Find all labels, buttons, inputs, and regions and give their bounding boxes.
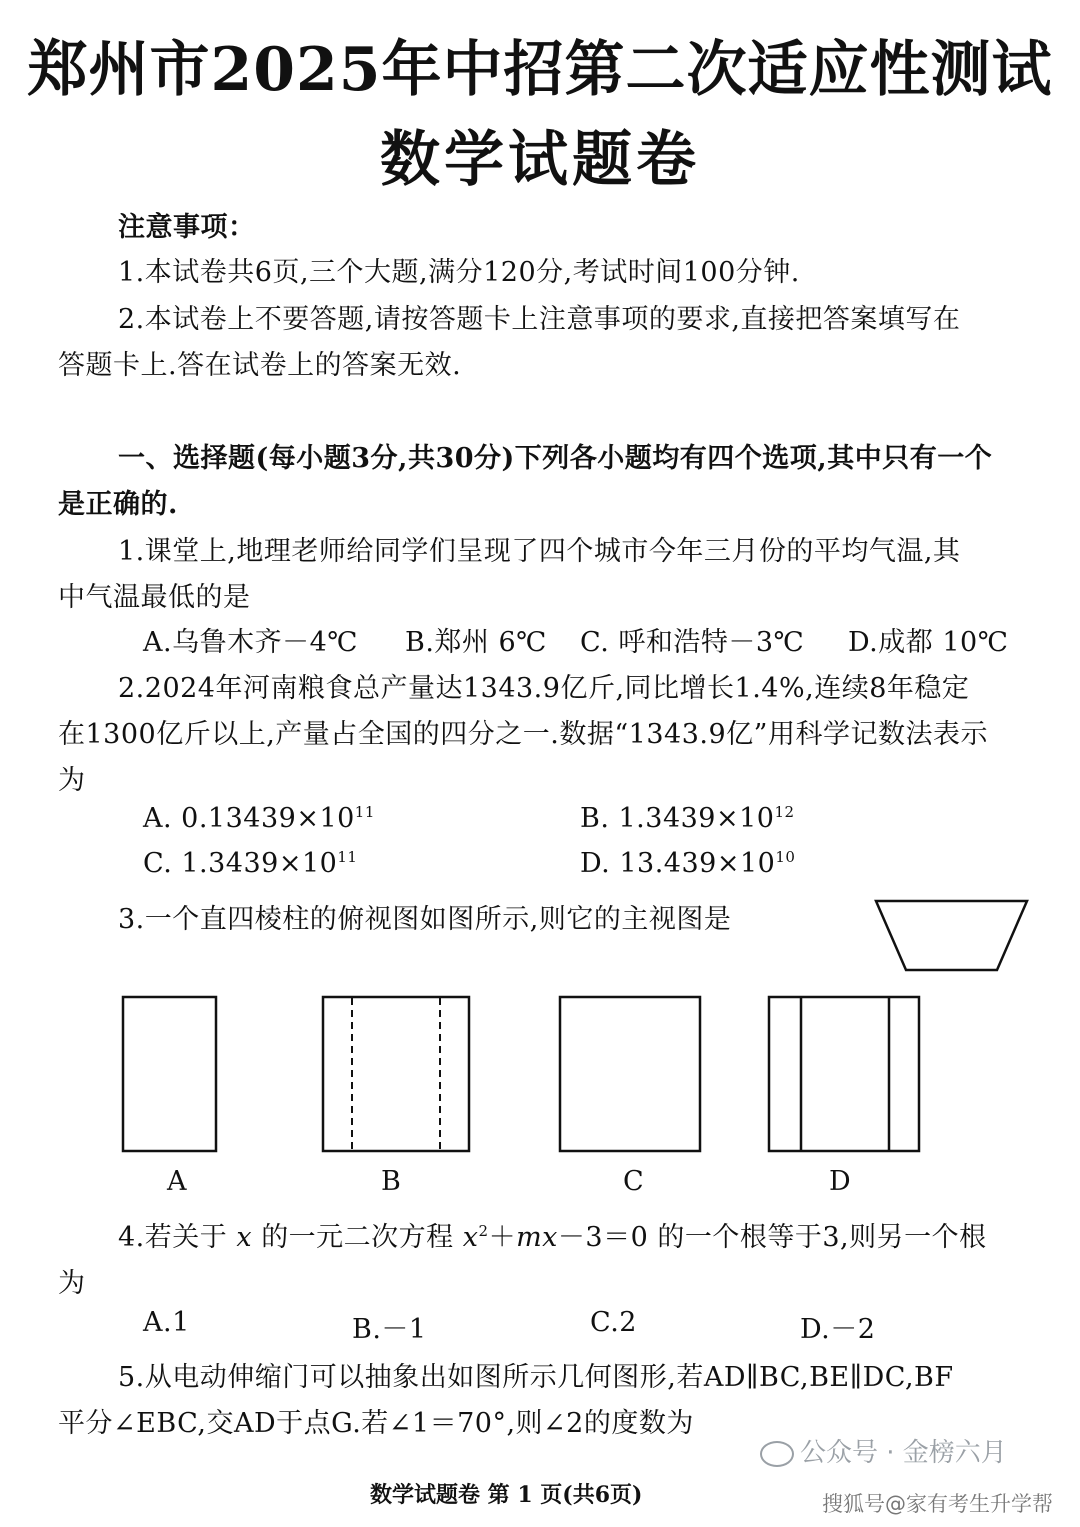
q1-stem-line2: 中气温最低的是 <box>58 582 251 613</box>
exam-subtitle: 数学试题卷 <box>380 125 700 195</box>
q4-option-d: D.－2 <box>800 1314 876 1345</box>
q3-option-b-figure <box>318 992 474 1156</box>
q3-label-d: D <box>829 1166 851 1197</box>
q4-option-a: A.1 <box>143 1307 190 1338</box>
wechat-icon <box>760 1441 794 1467</box>
q3-top-view-figure <box>870 895 1035 977</box>
q3-label-c: C <box>623 1166 644 1197</box>
q1-option-b: B.郑州 6℃ <box>405 627 547 658</box>
q3-option-a-figure <box>118 992 222 1156</box>
section1-heading-line1: 一、选择题(每小题3分,共30分)下列各小题均有四个选项,其中只有一个 <box>118 443 993 474</box>
q2-stem-line2: 在1300亿斤以上,产量占全国的四分之一.数据“1343.9亿”用科学记数法表示 <box>58 719 988 750</box>
q2-option-d: D. $13.439\times 10^{10}$ <box>580 848 796 879</box>
q5-stem-line1: 5.从电动伸缩门可以抽象出如图所示几何图形,若AD∥BC,BE∥DC,BF <box>118 1362 954 1393</box>
q4-stem-line2: 为 <box>58 1268 86 1299</box>
q2-option-a: A. $0.13439\times 10^{11}$ <box>143 803 375 834</box>
q1-option-c: C. 呼和浩特－3℃ <box>580 627 805 658</box>
notice-item-1: 1.本试卷共6页,三个大题,满分120分,考试时间100分钟. <box>118 257 800 288</box>
q3-label-a: A <box>167 1166 187 1197</box>
section1-heading-line2: 是正确的. <box>58 489 178 520</box>
notice-heading: 注意事项： <box>118 212 256 243</box>
q4-option-c: C.2 <box>590 1307 637 1338</box>
q2-stem-line3: 为 <box>58 765 86 796</box>
q3-option-d-figure <box>764 992 924 1156</box>
wechat-watermark: 公众号 · 金榜六月 <box>760 1432 1007 1469</box>
q1-option-d: D.成都 10℃ <box>848 627 1009 658</box>
q3-option-c-figure <box>555 992 705 1156</box>
q1-option-a: A.乌鲁木齐－4℃ <box>143 627 358 658</box>
page-footer: 数学试题卷 第 1 页(共6页) <box>370 1482 643 1508</box>
q1-stem-line1: 1.课堂上,地理老师给同学们呈现了四个城市今年三月份的平均气温,其 <box>118 536 961 567</box>
q3-stem: 3.一个直四棱柱的俯视图如图所示,则它的主视图是 <box>118 904 732 935</box>
q4-stem-line1: 4.若关于 x 的一元二次方程 $x^2+mx-3=0$ 的一个根等于3,则另一个根 <box>118 1222 987 1253</box>
q3-label-b: B <box>381 1166 401 1197</box>
exam-title: 郑州市2025年中招第二次适应性测试 <box>27 35 1053 105</box>
q2-option-b: B. $1.3439\times 10^{12}$ <box>580 803 795 834</box>
notice-item-2-line1: 2.本试卷上不要答题,请按答题卡上注意事项的要求,直接把答案填写在 <box>118 304 961 335</box>
q2-stem-line1: 2.2024年河南粮食总产量达1343.9亿斤,同比增长1.4%,连续8年稳定 <box>118 673 970 704</box>
q4-option-b: B.－1 <box>352 1314 427 1345</box>
q2-option-c: C. $1.3439\times 10^{11}$ <box>143 848 358 879</box>
sohu-watermark: 搜狐号@家有考生升学帮 <box>822 1492 1053 1516</box>
notice-item-2-line2: 答题卡上.答在试卷上的答案无效. <box>58 350 462 381</box>
q5-stem-line2: 平分∠EBC,交AD于点G.若∠1＝70°,则∠2的度数为 <box>58 1408 694 1439</box>
